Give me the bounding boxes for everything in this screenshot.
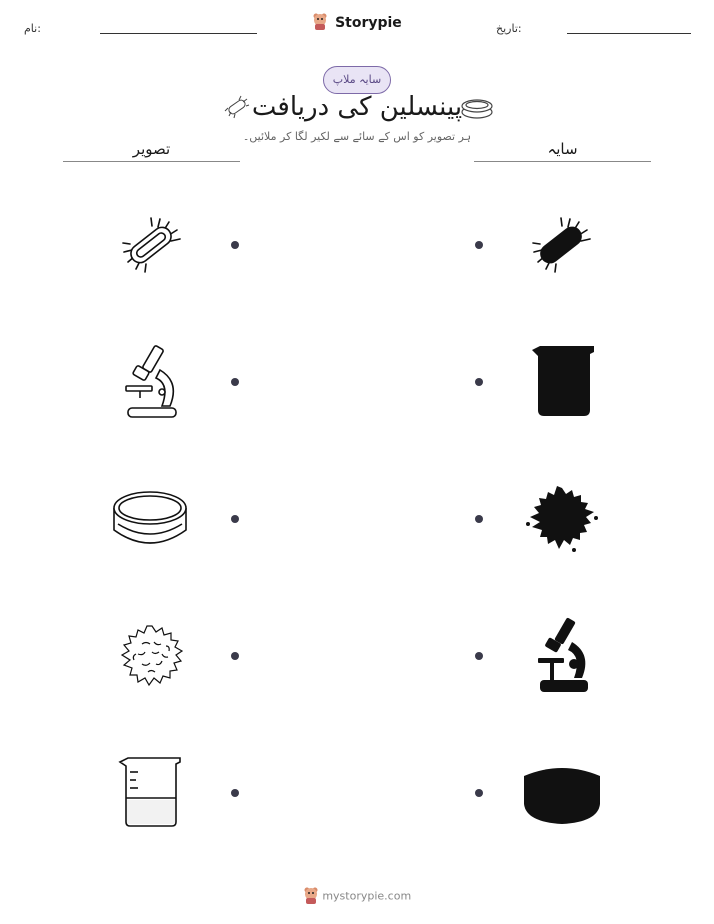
picture-dot-3[interactable]	[231, 515, 239, 523]
picture-dot-2[interactable]	[231, 378, 239, 386]
picture-dot-4[interactable]	[231, 652, 239, 660]
microscope-icon	[120, 340, 184, 428]
mold-spore-icon	[114, 620, 190, 696]
microscope-silhouette-icon	[532, 612, 596, 700]
brand-name: Storypie	[335, 15, 402, 31]
footer	[0, 886, 714, 907]
name-label: نام:	[24, 22, 41, 35]
bacterium-icon	[118, 212, 184, 282]
shadow-dot-2[interactable]	[475, 378, 483, 386]
shadow-dot-5[interactable]	[475, 789, 483, 797]
instructions: ہر تصویر کو اس کے سائے سے لکیر لگا کر ملائیں۔	[242, 130, 472, 143]
petri-dish-icon	[110, 484, 190, 558]
pictures-column-underline	[63, 161, 240, 162]
bear-logo-icon	[312, 12, 328, 34]
mold-spore-silhouette-icon	[524, 482, 600, 558]
picture-dot-5[interactable]	[231, 789, 239, 797]
footer-link[interactable]: mystorypie.com	[322, 889, 412, 903]
shadow-dot-1[interactable]	[475, 241, 483, 249]
shadow-dot-3[interactable]	[475, 515, 483, 523]
date-label: تاریخ:	[496, 22, 522, 35]
shadows-column-header: سایہ	[547, 140, 578, 158]
page-title: پینسلین کی دریافت	[251, 92, 463, 122]
shadow-dot-4[interactable]	[475, 652, 483, 660]
bacterium-silhouette-icon	[528, 212, 594, 282]
beaker-silhouette-icon	[528, 344, 598, 424]
beaker-icon	[116, 754, 186, 834]
picture-dot-1[interactable]	[231, 241, 239, 249]
activity-badge: سایہ ملاپ	[323, 66, 391, 94]
petri-dish-silhouette-icon	[522, 758, 602, 832]
brand-logo	[0, 12, 714, 34]
bear-footer-icon	[303, 886, 319, 907]
pictures-column-header: تصویر	[132, 140, 171, 158]
shadows-column-underline	[474, 161, 651, 162]
